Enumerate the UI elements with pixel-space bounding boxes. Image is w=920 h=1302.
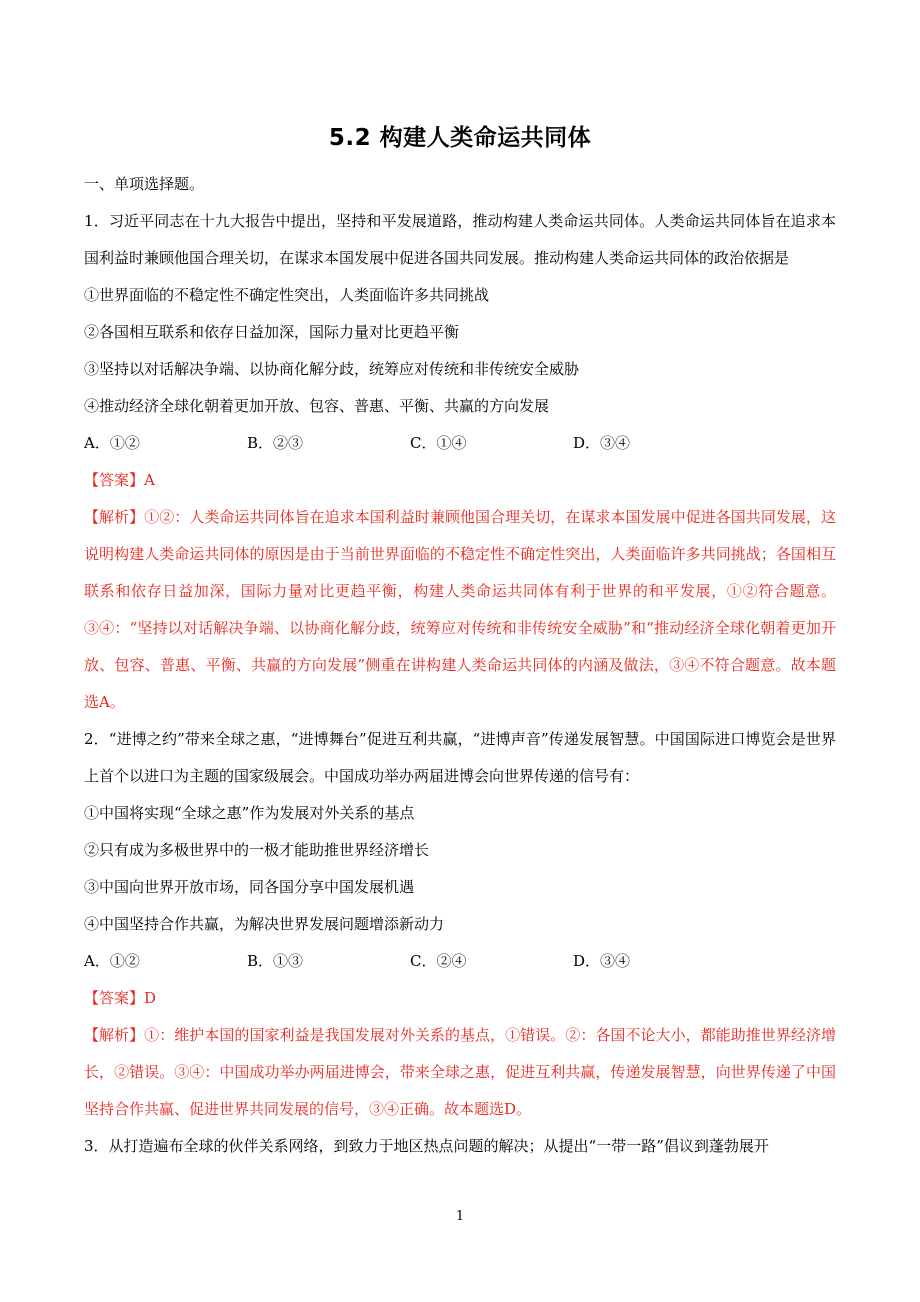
choice-item: ④推动经济全球化朝着更加开放、包容、普惠、平衡、共赢的方向发展 xyxy=(84,397,550,415)
question-stem: 2．“进博之约”带来全球之惠，“进博舞台”促进互利共赢，“进博声音”传递发展智慧。中国国际进口博览会是世界上首个以进口为主题的国家级展会。中国成功举办两届进博会向世界传递的信号有： xyxy=(84,730,836,785)
option-d: D．③④ xyxy=(573,952,631,970)
choice-item: ③坚持以对话解决争端、以协商化解分歧，统筹应对传统和非传统安全威胁 xyxy=(84,360,580,378)
question-stem: 1．习近平同志在十九大报告中提出，坚持和平发展道路，推动构建人类命运共同体。人类命运共同体旨在追求本国利益时兼顾他国合理关切，在谋求本国发展中促进各国共同发展。推动构建人类命运共同体的政治依据是 xyxy=(84,212,836,267)
page-title: 5.2 构建人类命运共同体 xyxy=(328,125,592,151)
choice-item: ②各国相互联系和依存日益加深，国际力量对比更趋平衡 xyxy=(84,323,460,341)
answer-options xyxy=(84,425,836,462)
answer-options xyxy=(84,943,836,980)
choice-item: ②只有成为多极世界中的一极才能助推世界经济增长 xyxy=(84,841,430,859)
answer-key: 【答案】A xyxy=(84,471,155,489)
choice-item: ③中国向世界开放市场，同各国分享中国发展机遇 xyxy=(84,878,415,896)
document-body xyxy=(84,166,836,1165)
option-c: C．②④ xyxy=(410,952,467,970)
analysis-text: 【解析】①②：人类命运共同体旨在追求本国利益时兼顾他国合理关切，在谋求本国发展中促进各国共同发展，这说明构建人类命运共同体的原因是由于当前世界面临的不稳定性不确定性突出，人类面临许多共同挑战；各国相互联系和依存日益加深，国际力量对比更趋平衡，构建人类命运共同体有利于世界的和平发展，①②符合题意。③④：“坚持以对话解决争端、以协商化解分歧，统筹应对传统和非传统安全威胁”和“推动经济全球化朝着更加开放、包容、普惠、平衡、共赢的方向发展”侧重在讲构建人类命运共同体的内涵及做法，③④不符合题意。故本题选A。 xyxy=(84,508,836,711)
section-heading: 一、单项选择题。 xyxy=(84,175,205,193)
choice-item: ①中国将实现“全球之惠”作为发展对外关系的基点 xyxy=(84,804,415,822)
question-stem: 3．从打造遍布全球的伙伴关系网络，到致力于地区热点问题的解决；从提出“一带一路”倡议到蓬勃展开 xyxy=(84,1137,769,1155)
option-b: B．①③ xyxy=(247,952,304,970)
question-3 xyxy=(84,1128,836,1165)
option-b: B．②③ xyxy=(247,434,304,452)
analysis-text: 【解析】①：维护本国的国家利益是我国发展对外关系的基点，①错误。②：各国不论大小，都能助推世界经济增长，②错误。③④：中国成功举办两届进博会，带来全球之惠，促进互利共赢，传递发展智慧，向世界传递了中国坚持合作共赢、促进世界共同发展的信号，③④正确。故本题选D。 xyxy=(84,1026,836,1118)
question-1 xyxy=(84,203,836,721)
answer-key: 【答案】D xyxy=(84,989,157,1007)
option-a: A．①② xyxy=(84,434,140,452)
page-number: 1 xyxy=(455,1209,465,1224)
option-c: C．①④ xyxy=(410,434,467,452)
option-a: A．①② xyxy=(84,952,140,970)
question-2 xyxy=(84,721,836,1128)
option-d: D．③④ xyxy=(573,434,631,452)
choice-item: ④中国坚持合作共赢，为解决世界发展问题增添新动力 xyxy=(84,915,445,933)
choice-item: ①世界面临的不稳定性不确定性突出，人类面临许多共同挑战 xyxy=(84,286,490,304)
